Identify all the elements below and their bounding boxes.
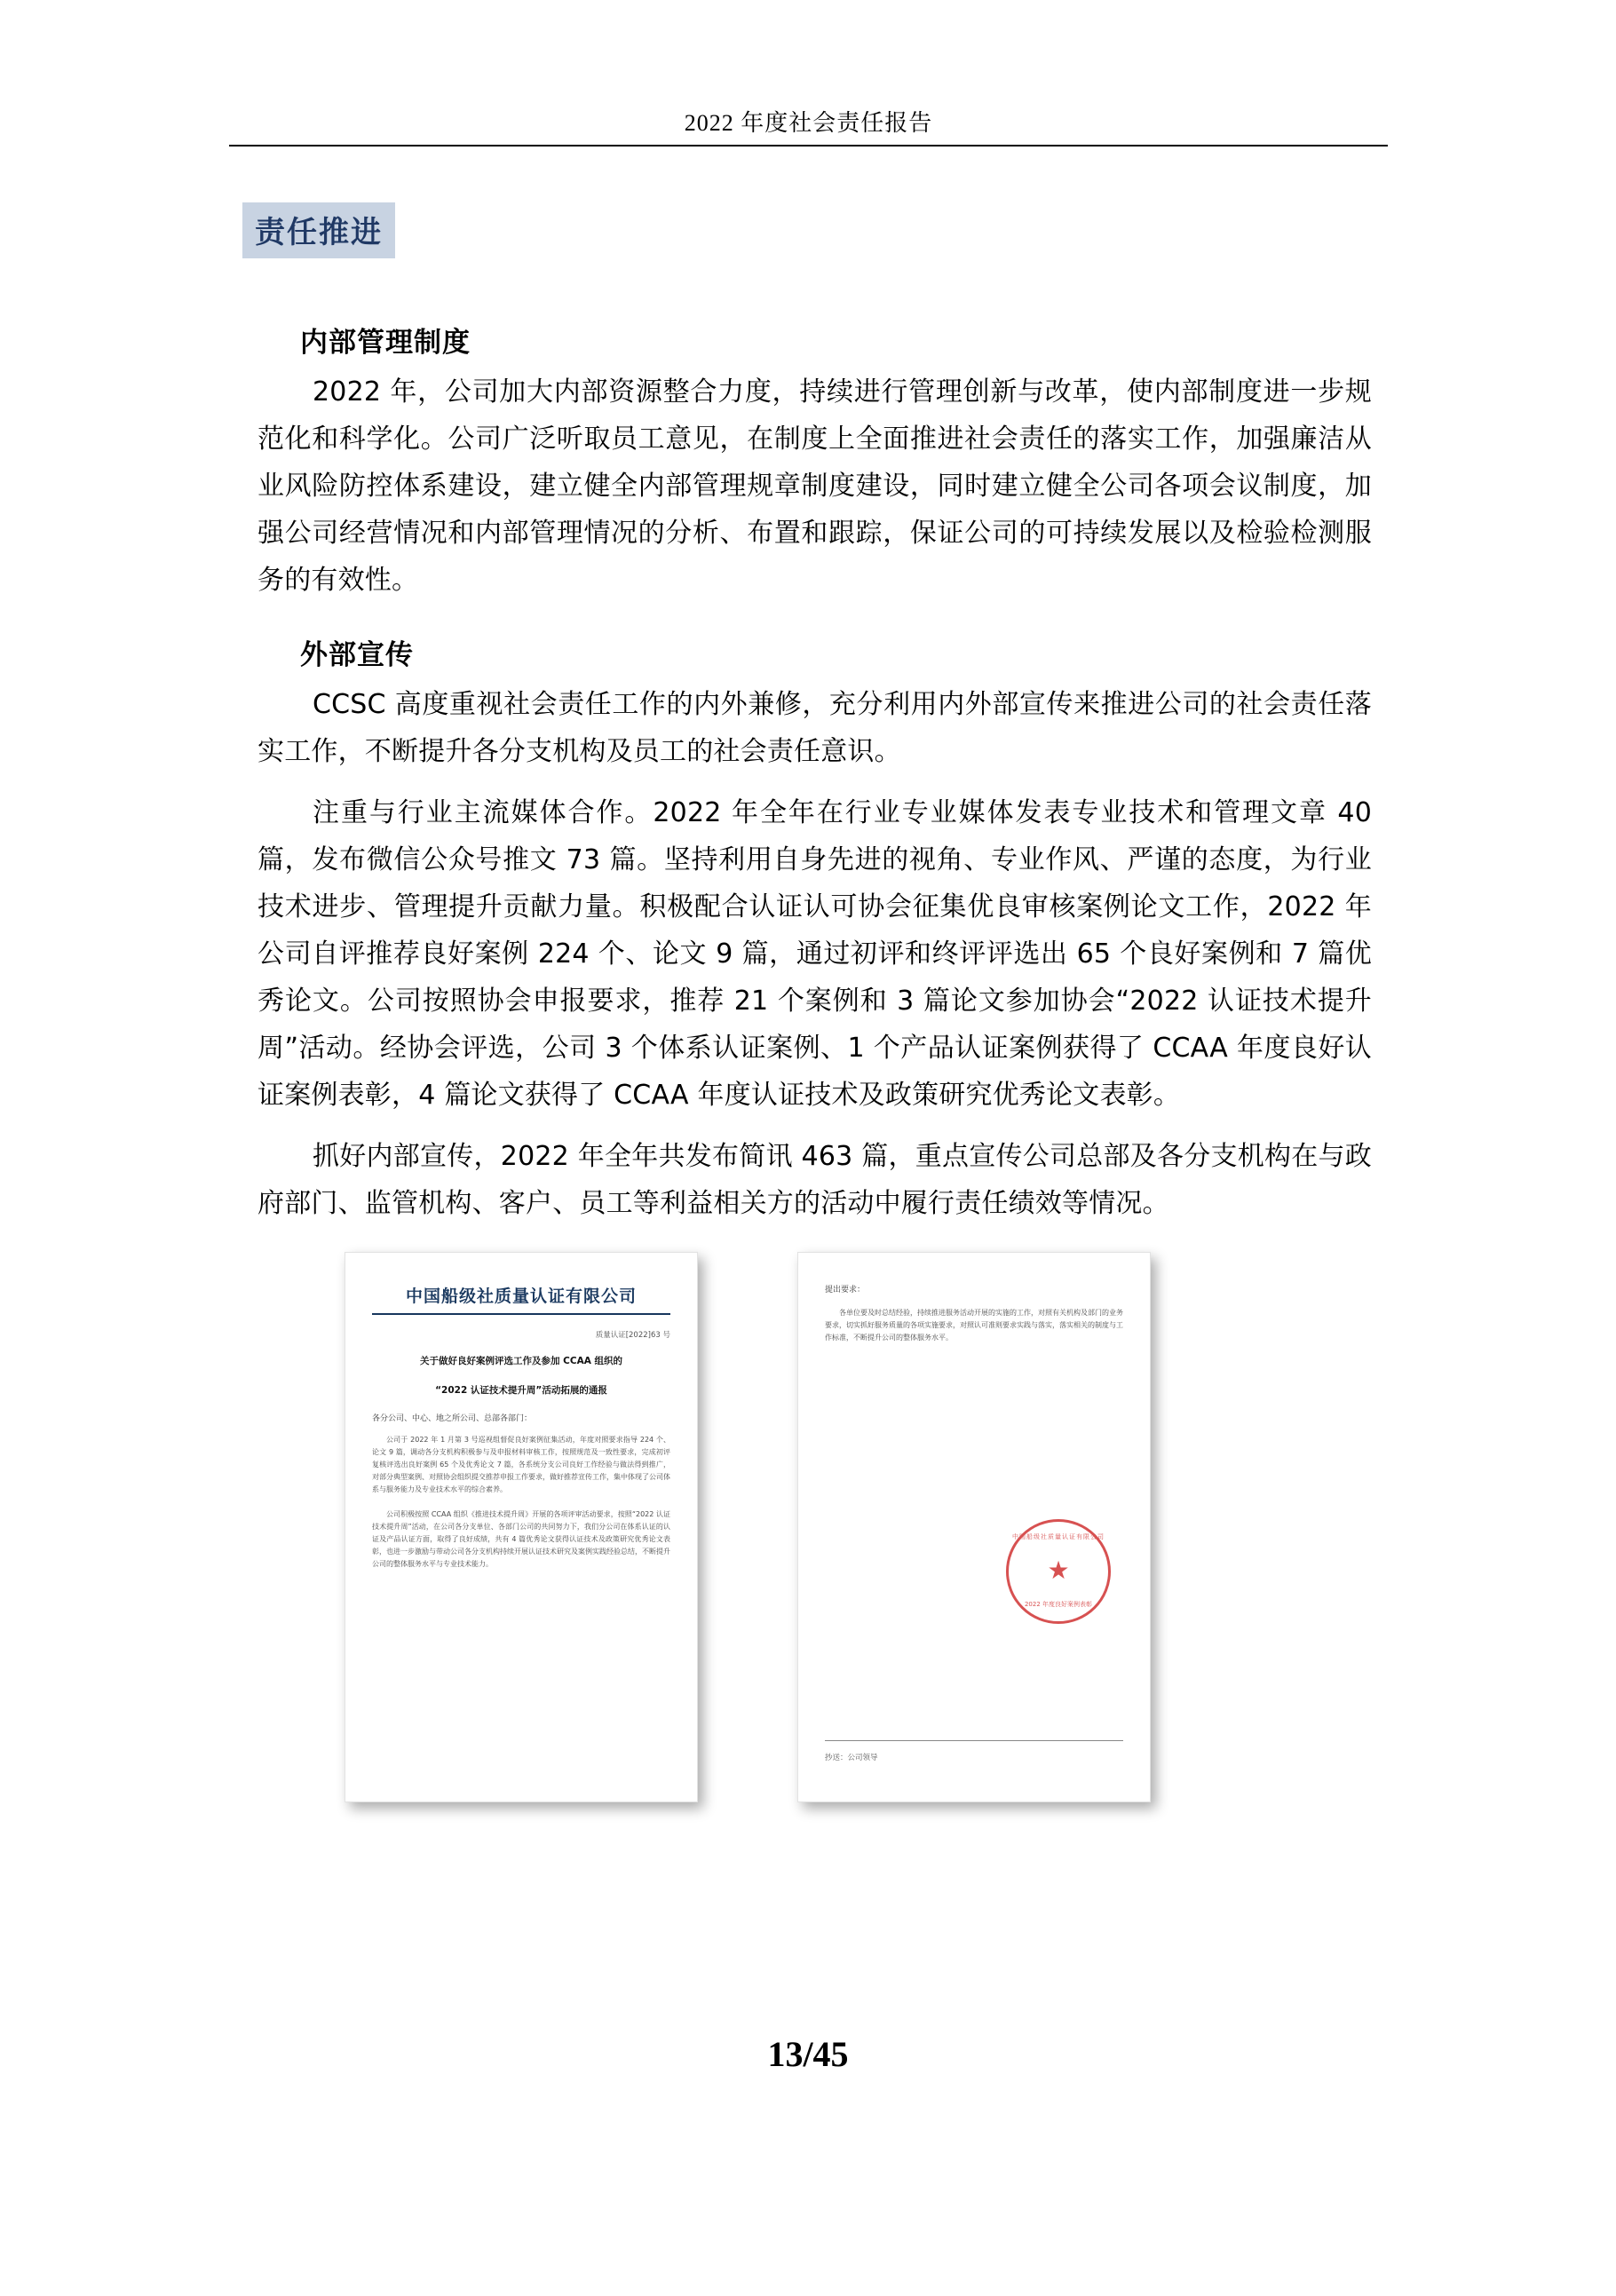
header-divider bbox=[229, 145, 1388, 146]
seal-bottom-text: 2022 年度良好案例表彰 bbox=[1024, 1601, 1093, 1608]
paragraph-internal-publicity: 抓好内部宣传，2022 年全年共发布简讯 463 篇，重点宣传公司总部及各分支机构在与政府部门、监管机构、客户、员工等利益相关方的活动中履行责任绩效等情况。 bbox=[257, 1141, 1372, 1219]
scan-cc-footer: 抄送：公司领导 bbox=[825, 1754, 878, 1762]
paragraph-internal-management: 2022 年，公司加大内部资源整合力度，持续进行管理创新与改革，使内部制度进一步规范化和科学化。公司广泛听取员工意见，在制度上全面推进社会责任的落实工作，加强廉洁从业风险防控体系建设，建立健全内部管理规章制度建设，同时建立健全公司各项会议制度，加强公司经营情况和内部管理情况的分析、布置和跟踪，保证公司的可持续发展以及检验检测服务的有效性。 bbox=[257, 376, 1372, 596]
header-title: 2022 年度社会责任报告 bbox=[684, 110, 933, 136]
company-seal-icon bbox=[1006, 1519, 1111, 1624]
main-content bbox=[257, 320, 1372, 1232]
scan-requirements-label: 提出要求： bbox=[825, 1286, 866, 1294]
scan-signature-line bbox=[825, 1740, 1123, 1741]
scan-organization-name: 中国船级社质量认证有限公司 bbox=[405, 1287, 637, 1306]
scan-header-divider bbox=[372, 1313, 670, 1315]
scan-requirements-paragraph: 各单位要及时总结经验，持续推进服务活动开展的实施的工作，对照有关机构及部门的业务要求，切实抓好服务质量的各项实施要求，对照认可准则要求实践与落实，落实相关的制度与工作标准，不断提升公司的整体服务水平。 bbox=[825, 1309, 1123, 1342]
scan-document-number: 质量认证[2022]63 号 bbox=[595, 1331, 670, 1340]
page-header bbox=[229, 105, 1388, 138]
scan-body-paragraph-2: 公司积极按照 CCAA 组织《推进技术提升周》开展的各项评审活动要求，按照“2022 认证技术提升周”活动，在公司各分支单位、各部门公司的共同努力下，我们分公司在体系认证的认证及产品认证方面，取得了良好成绩，共有 4 篇优秀论文获得认证技术及政策研究优秀论文表彰，也进一步激励与带动公司各分支机构持续开展认证技术研究及案例实践经验总结，不断提升公司的整体服务水平与专业技术能力。 bbox=[372, 1510, 670, 1568]
document-scan-figure bbox=[0, 1243, 1616, 1811]
scan-document-page-2 bbox=[797, 1252, 1151, 1802]
scan-title-line-1: 关于做好良好案例评选工作及参加 CCAA 组织的 bbox=[420, 1356, 622, 1366]
subsection-heading-internal-management: 内部管理制度 bbox=[300, 327, 471, 359]
scan-title-line-2: “2022 认证技术提升周”活动拓展的通报 bbox=[435, 1385, 607, 1396]
paragraph-media-cooperation: 注重与行业主流媒体合作。2022 年全年在行业专业媒体发表专业技术和管理文章 40 篇，发布微信公众号推文 73 篇。坚持利用自身先进的视角、专业作风、严谨的态度，为行业技术进步、管理提升贡献力量。积极配合认证认可协会征集优良审核案例论文工作，2022 年公司自评推荐良好案例 224 个、论文 9 篇，通过初评和终评评选出 65 个良好案例和 7 篇优秀论文。公司按照协会申报要求，推荐 21 个案例和 3 篇论文参加协会“2022 认证技术提升周”活动。经协会评选，公司 3 个体系认证案例、1 个产品认证案例获得了 CCAA 年度良好认证案例表彰，4 篇论文获得了 CCAA 年度认证技术及政策研究优秀论文表彰。 bbox=[257, 797, 1372, 1111]
scan-body-paragraph-1: 公司于 2022 年 1 月第 3 号巡视组督促良好案例征集活动，年度对照要求指导 224 个、论文 9 篇，调动各分支机构积极参与及申报材料审核工作，按照规范及一致性要求，完成初评复核评选出良好案例 65 个及优秀论文 7 篇，各系统分支公司良好工作经验与做法得到推广，对部分典型案例、对照协会组织提交推荐申报工作要求，做好推荐宣传工作，集中体现了公司体系与服务能力及专业技术水平的综合素养。 bbox=[372, 1436, 670, 1493]
paragraph-external-publicity-intro: CCSC 高度重视社会责任工作的内外兼修，充分利用内外部宣传来推进公司的社会责任落实工作，不断提升各分支机构及员工的社会责任意识。 bbox=[257, 689, 1372, 767]
subsection-heading-external-publicity: 外部宣传 bbox=[300, 639, 414, 671]
scan-recipients: 各分公司、中心、地之所公司、总部各部门： bbox=[372, 1414, 533, 1423]
scan-document-page-1 bbox=[345, 1252, 698, 1802]
paragraph-spacer bbox=[257, 609, 1372, 632]
section-heading: 责任推进 bbox=[242, 202, 395, 258]
seal-star-icon: ★ bbox=[1047, 1557, 1070, 1585]
page-number: 13/45 bbox=[767, 2034, 849, 2074]
seal-top-text: 中国船级社质量认证有限公司 bbox=[1012, 1533, 1105, 1540]
